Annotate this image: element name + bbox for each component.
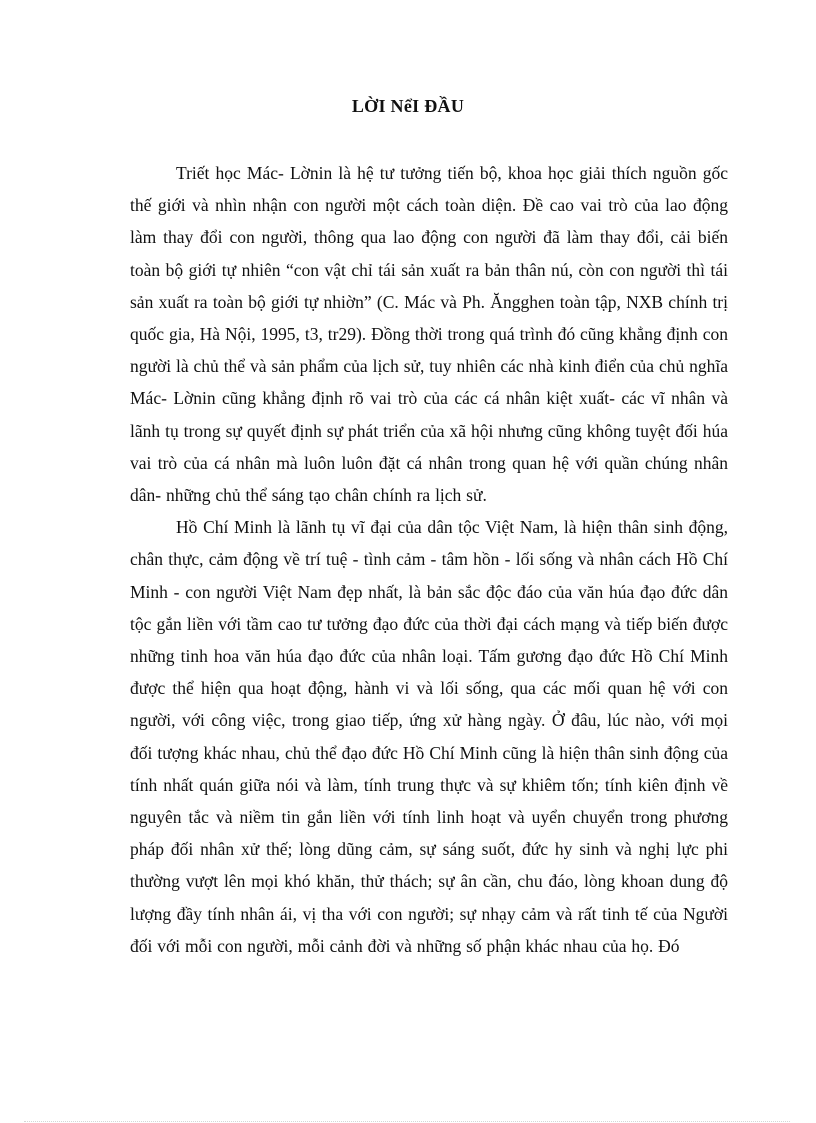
document-title: LỜI NểI ĐẦU [351,96,465,116]
paragraph-2: Hồ Chí Minh là lãnh tụ vĩ đại của dân tộc Việt Nam, là hiện thân sinh động, chân thực, cảm động về trí tuệ - tình cảm - tâm hồn - lối sống và nhân cách Hồ Chí Minh - con người Việt Nam đẹp nhất, là bản sắc độc đáo của văn húa đạo đức dân tộc gắn liền với tầm cao tư tưởng đạo đức của thời đại cách mạng và tiếp biến được những tinh hoa văn húa đạo đức của nhân loại. Tấm gương đạo đức Hồ Chí Minh được thể hiện qua hoạt động, hành vi và lối sống, qua các mối quan hệ với con người, với công việc, trong giao tiếp, ứng xử hàng ngày. Ở đâu, lúc nào, với mọi đối tượng khác nhau, chủ thể đạo đức Hồ Chí Minh cũng là hiện thân sinh động của tính nhất quán giữa nói và làm, tính trung thực và sự khiêm tốn; tính kiên định về nguyên tắc và niềm tin gắn liền với tính linh hoạt và uyển chuyển trong phương pháp đối nhân xử thế; lòng dũng cảm, sự sáng suốt, đức hy sinh và nghị lực phi thường vượt lên mọi khó khăn, thử thách; sự ân cần, chu đáo, lòng khoan dung độ lượng đầy tính nhân ái, vị tha với con người; sự nhạy cảm và rất tinh tế của Người đối với mỗi con người, mỗi cảnh đời và những số phận khác nhau của họ. Đó [130,517,728,956]
paragraph-1: Triết học Mác- Lờnin là hệ tư tưởng tiến bộ, khoa học giải thích nguồn gốc thế giới và nhìn nhận con người một cách toàn diện. Đề cao vai trò của lao động làm thay đổi con người, thông qua lao động con người đã làm thay đổi, cải biến toàn bộ giới tự nhiên “con vật chỉ tái sản xuất ra bản thân nú, còn con người thì tái sản xuất ra toàn bộ giới tự nhiờn” (C. Mác và Ph. Ăngghen toàn tập, NXB chính trị quốc gia, Hà Nội, 1995, t3, tr29). Đồng thời trong quá trình đó cũng khẳng định con người là chủ thể và sản phẩm của lịch sử, tuy nhiên các nhà kinh điển của chủ nghĩa Mác- Lờnin cũng khẳng định rõ vai trò của các cá nhân kiệt xuất- các vĩ nhân và lãnh tụ trong sự quyết định sự phát triển của xã hội nhưng cũng không tuyệt đối húa vai trò của cá nhân mà luôn luôn đặt cá nhân trong quan hệ với quần chúng nhân dân- những chủ thể sáng tạo chân chính ra lịch sử. [130,163,728,506]
page-bottom-divider [24,1121,790,1122]
document-body [130,157,728,962]
